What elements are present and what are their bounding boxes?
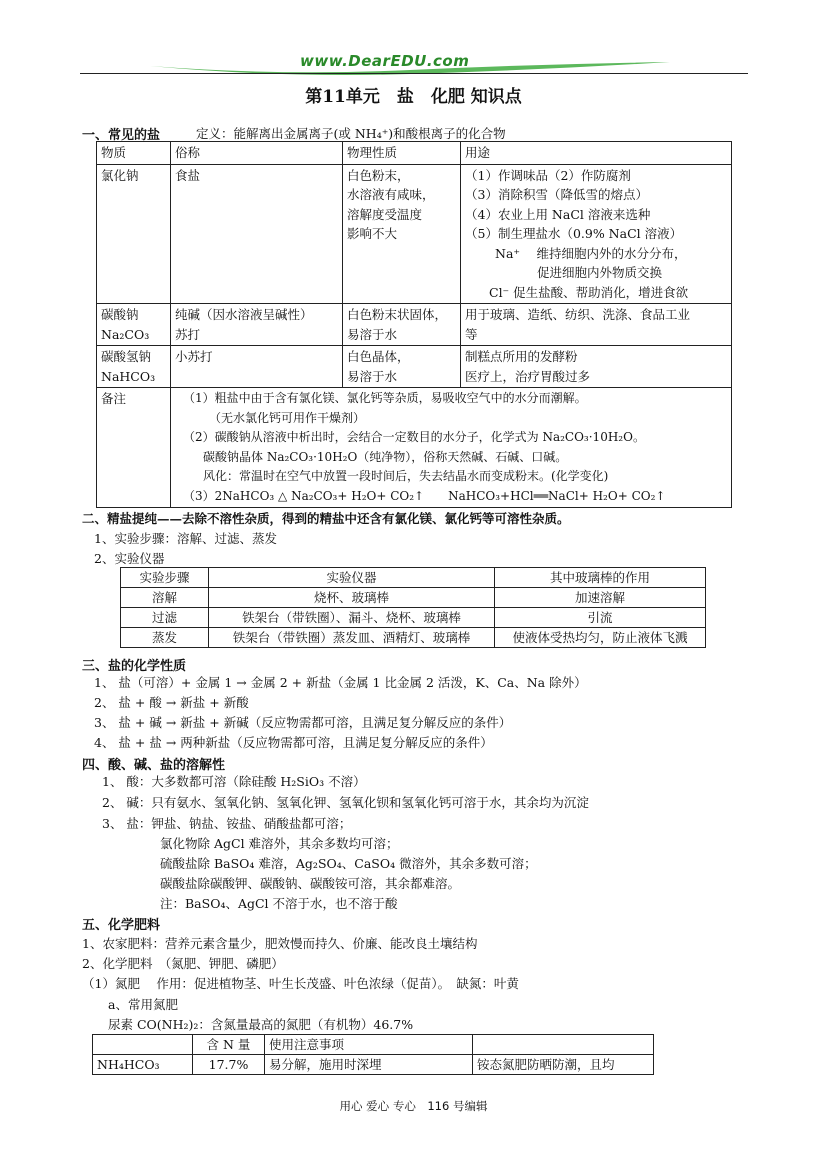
- text-line: （2）碳酸钠从溶液中析出时，会结合一定数目的水分子，化学式为 Na₂CO₃·10H₂O。: [183, 430, 645, 444]
- page-footer: 用心 爱心 专心 116 号编辑: [339, 1099, 488, 1113]
- cell-uses: [461, 346, 732, 388]
- col-header: [93, 1035, 193, 1055]
- text-line: Na⁺ 维持细胞内外的水分分布，: [495, 245, 687, 261]
- text-line: 纯碱（因水溶液呈碱性）: [175, 307, 313, 322]
- cell-common: [171, 304, 343, 346]
- section-4-heading: 四、酸、碱、盐的溶解性: [82, 758, 226, 773]
- instruments-table: [120, 567, 706, 648]
- list-item: 1、农家肥料：营养元素含量少，肥效慢而持久、价廉、能改良土壤结构: [82, 936, 478, 951]
- col-header: 用途: [461, 142, 732, 165]
- cell: 17.7%: [193, 1055, 265, 1075]
- text-line: 用于玻璃、造纸、纺织、洗涤、食品工业: [465, 307, 691, 322]
- list-item: 3、 盐 + 碱 → 新盐 + 新碱（反应物需都可溶，且满足复分解反应的条件）: [94, 715, 512, 730]
- col-header: 使用注意事项: [265, 1035, 473, 1055]
- list-item: 1、 盐（可溶）+ 金属 1 → 金属 2 + 新盐（金属 1 比金属 2 活泼，K、Ca、Na 除外）: [94, 675, 587, 690]
- cell-name: 氯化钠: [97, 164, 171, 304]
- text-line: 碳酸氢钠: [101, 349, 152, 364]
- table-row: [121, 608, 706, 628]
- text-line: 碳酸钠: [101, 307, 139, 322]
- table-row: [97, 164, 732, 304]
- text-line: Cl⁻ 促生盐酸、帮助消化，增进食欲: [489, 284, 689, 300]
- text-line: 溶解度受温度: [347, 206, 423, 222]
- text-line: 等: [465, 326, 478, 342]
- text-line: 制糕点所用的发酵粉: [465, 349, 578, 364]
- list-item: 氯化物除 AgCl 难溶外，其余多数均可溶；: [160, 836, 399, 851]
- text-line: NaHCO₃: [101, 368, 156, 384]
- text-line: （无水氯化钙可用作干燥剂）: [209, 410, 366, 425]
- list-item: 3、 盐：钾盐、钠盐、铵盐、硝酸盐都可溶；: [102, 816, 352, 831]
- header-rule: [80, 73, 748, 74]
- table-row: [121, 628, 706, 648]
- salt-definition: 定义：能解离出金属离子(或 NH₄⁺)和酸根离子的化合物: [196, 126, 506, 141]
- cell: 铁架台（带铁圈）、漏斗、烧杯、玻璃棒: [209, 608, 495, 628]
- common-salts-table: [96, 141, 732, 508]
- nitrogen-fertilizer-table: [92, 1034, 654, 1075]
- text-line: （4）农业上用 NaCl 溶液来选种: [465, 206, 651, 222]
- text-line: 医疗上，治疗胃酸过多: [465, 368, 591, 384]
- text-line: （1）作调味品（2）作防腐剂: [465, 167, 631, 183]
- list-item: 2、 碱：只有氨水、氢氧化钠、氢氧化钾、氢氧化钡和氢氧化钙可溶于水，其余均为沉淀: [102, 795, 589, 810]
- list-item: （1）氮肥 作用：促进植物茎、叶生长茂盛、叶色浓绿（促苗）。 缺氮：叶黄: [82, 976, 519, 991]
- table-header-row: [97, 142, 732, 165]
- col-header: 实验步骤: [121, 568, 209, 588]
- cell: 烧杯、玻璃棒: [209, 588, 495, 608]
- cell: 铁架台（带铁圈）蒸发皿、酒精灯、玻璃棒: [209, 628, 495, 648]
- cell-note: [171, 388, 732, 508]
- list-item: 尿素 CO(NH₂)₂：含氮量最高的氮肥（有机物）46.7%: [108, 1017, 414, 1032]
- col-header: [473, 1035, 654, 1055]
- table-row: [97, 346, 732, 388]
- table-row-note: [97, 388, 732, 508]
- text-line: Na₂CO₃: [101, 326, 150, 342]
- site-logo: www.DearEDU.com: [300, 52, 470, 70]
- text-line: 水溶液有咸味，: [347, 187, 435, 202]
- col-header: 实验仪器: [209, 568, 495, 588]
- cell-name: [97, 304, 171, 346]
- purify-instruments: 2、实验仪器: [94, 551, 165, 566]
- text-line: 风化：常温时在空气中放置一段时间后，失去结晶水而变成粉末。(化学变化): [203, 469, 609, 483]
- text-line: 影响不大: [347, 226, 398, 241]
- text-line: （5）制生理盐水（0.9% NaCl 溶液）: [465, 226, 683, 241]
- list-item: 注：BaSO₄、AgCl 不溶于水，也不溶于酸: [160, 896, 398, 911]
- cell: 溶解: [121, 588, 209, 608]
- cell: 过滤: [121, 608, 209, 628]
- cell-phys: [343, 346, 461, 388]
- table-row: [121, 588, 706, 608]
- text-line: 促进细胞内外物质交换: [537, 265, 663, 280]
- page-title: 第11单元 盐 化肥 知识点: [305, 87, 522, 107]
- cell: 蒸发: [121, 628, 209, 648]
- section-3-heading: 三、盐的化学性质: [82, 659, 187, 674]
- table-row: [93, 1055, 654, 1075]
- text-line: 白色粉末，: [347, 167, 410, 183]
- col-header: 物质: [97, 142, 171, 165]
- text-line: 白色粉末状固体，: [347, 307, 448, 322]
- cell: 使液体受热均匀，防止液体飞溅: [495, 628, 706, 648]
- cell-name: [97, 346, 171, 388]
- section-1-heading: 一、常见的盐: [82, 128, 161, 143]
- list-item: 碳酸盐除碳酸钾、碳酸钠、碳酸铵可溶，其余都难溶。: [160, 876, 461, 891]
- text-line: （3）2NaHCO₃ △ Na₂CO₃+ H₂O+ CO₂↑ NaHCO₃+HCl══NaCl+ H₂O+ CO₂↑: [183, 488, 666, 503]
- cell-uses: [461, 164, 732, 304]
- cell-phys: [343, 164, 461, 304]
- list-item: 4、 盐 + 盐 → 两种新盐（反应物需都可溶，且满足复分解反应的条件）: [94, 735, 493, 750]
- cell: 引流: [495, 608, 706, 628]
- text-line: （3）消除积雪（降低雪的熔点）: [465, 187, 648, 202]
- text-line: 易溶于水: [347, 368, 398, 384]
- table-header-row: [93, 1035, 654, 1055]
- table-row: [97, 304, 732, 346]
- list-item: a、常用氮肥: [108, 997, 178, 1012]
- text-line: 苏打: [175, 326, 201, 342]
- cell-common: 小苏打: [171, 346, 343, 388]
- col-header: 俗称: [171, 142, 343, 165]
- purify-steps: 1、实验步骤：溶解、过滤、蒸发: [94, 531, 277, 546]
- text-line: 碳酸钠晶体 Na₂CO₃·10H₂O（纯净物），俗称天然碱、石碱、口碱。: [203, 449, 568, 464]
- text-line: 白色晶体，: [347, 349, 410, 364]
- col-header: 其中玻璃棒的作用: [495, 568, 706, 588]
- text-line: （1）粗盐中由于含有氯化镁、氯化钙等杂质，易吸收空气中的水分而潮解。: [183, 391, 587, 405]
- list-item: 1、 酸：大多数都可溶（除硅酸 H₂SiO₃ 不溶）: [102, 774, 366, 789]
- cell: 加速溶解: [495, 588, 706, 608]
- cell: 铵态氮肥防晒防潮，且均: [473, 1055, 654, 1075]
- list-item: 硫酸盐除 BaSO₄ 难溶，Ag₂SO₄、CaSO₄ 微溶外，其余多数可溶；: [160, 856, 537, 871]
- cell-phys: [343, 304, 461, 346]
- list-item: 2、 盐 + 酸 → 新盐 + 新酸: [94, 695, 249, 710]
- cell: NH₄HCO₃: [93, 1055, 193, 1075]
- col-header: 含 N 量: [193, 1035, 265, 1055]
- cell-uses: [461, 304, 732, 346]
- section-2-heading: 二、精盐提纯——去除不溶性杂质，得到的精盐中还含有氯化镁、氯化钙等可溶性杂质。: [82, 511, 570, 526]
- section-5-heading: 五、化学肥料: [82, 918, 161, 933]
- text-line: 易溶于水: [347, 326, 398, 342]
- cell-note-label: 备注: [97, 388, 171, 508]
- list-item: 2、化学肥料 （氮肥、钾肥、磷肥）: [82, 956, 284, 971]
- col-header: 物理性质: [343, 142, 461, 165]
- cell: 易分解，施用时深埋: [265, 1055, 473, 1075]
- cell-common: 食盐: [171, 164, 343, 304]
- table-header-row: [121, 568, 706, 588]
